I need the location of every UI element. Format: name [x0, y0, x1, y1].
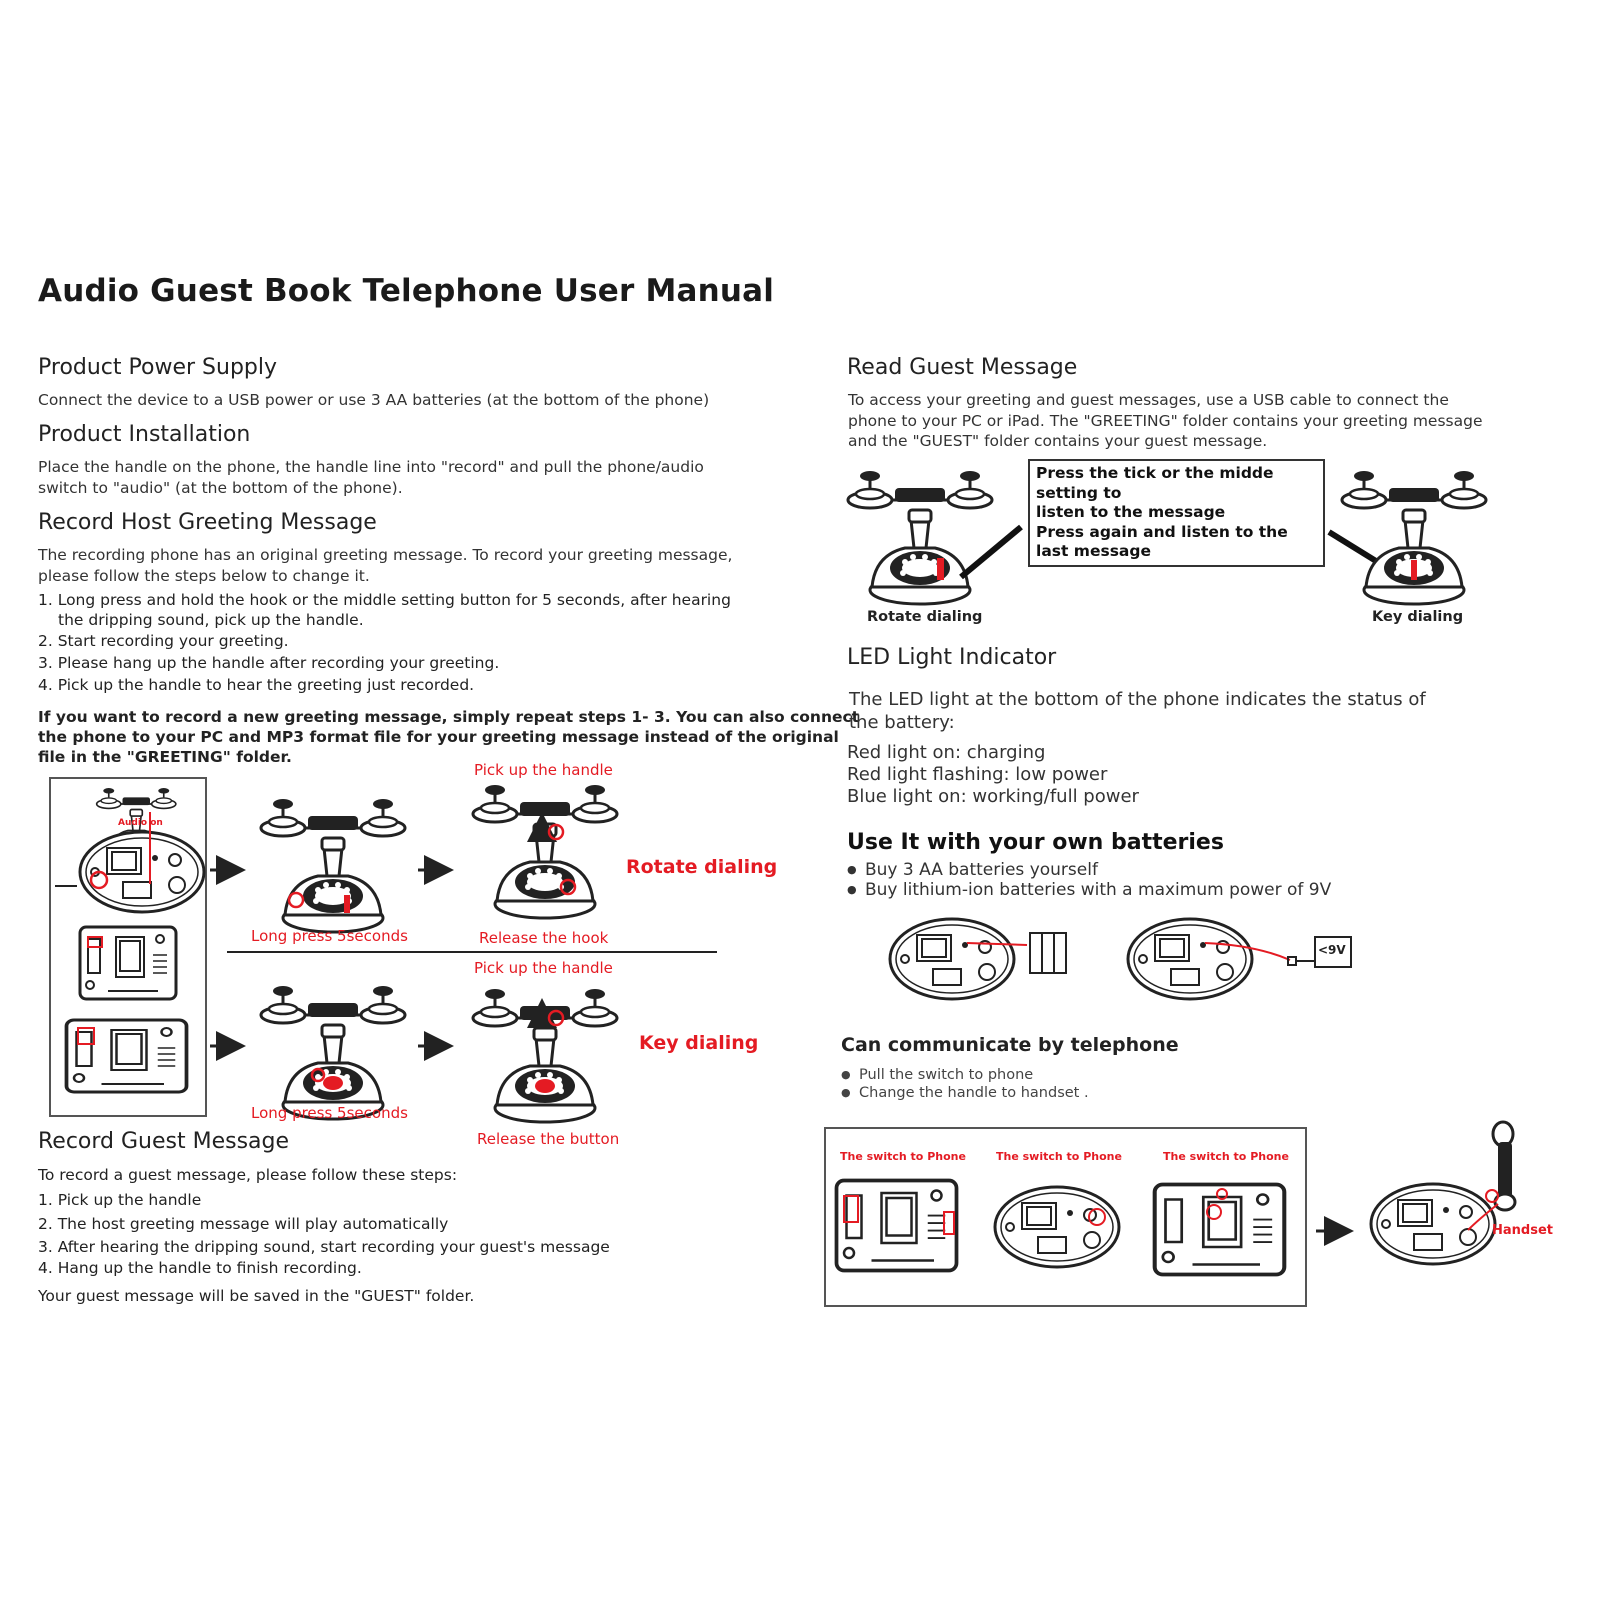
long-press-label-1: Long press 5seconds	[251, 927, 408, 945]
installation-line-2: switch to "audio" (at the bottom of the phone).	[38, 479, 403, 497]
batteries-item-1: ● Buy 3 AA batteries yourself	[847, 860, 1331, 880]
read-line-1: To access your greeting and guest messages, use a USB cable to connect the	[848, 391, 1449, 409]
host-step-4: 4. Pick up the handle to hear the greeting just recorded.	[38, 676, 475, 694]
telephone-item-2: ● Change the handle to handset .	[841, 1084, 1089, 1102]
arrow-1	[210, 862, 242, 878]
handset-label: Handset	[1492, 1223, 1553, 1238]
read-line-2: phone to your PC or iPad. The "GREETING" folder contains your greeting message	[848, 412, 1483, 430]
rotate-dialing-label: Rotate dialing	[626, 856, 778, 878]
batteries-heading: Use It with your own batteries	[847, 830, 1224, 855]
host-step-1a: 1. Long press and hold the hook or the middle setting button for 5 seconds, after hearing	[38, 591, 731, 609]
led-blue-on: Blue light on: working/full power	[847, 786, 1139, 807]
lithium-battery-diagram	[1125, 915, 1365, 1005]
phone-long-press-rotary	[258, 788, 408, 938]
guest-step-4: 4. Hang up the handle to finish recording.	[38, 1259, 362, 1277]
batteries-list	[847, 860, 1331, 900]
switch-label-2: The switch to Phone	[996, 1150, 1122, 1163]
installation-heading: Product Installation	[38, 422, 251, 447]
callout-line-3: Press again and listen to the last message	[1036, 522, 1288, 560]
pointer-left	[955, 525, 1035, 585]
switch-label-1: The switch to Phone	[840, 1150, 966, 1163]
phone-long-press-key	[258, 975, 408, 1125]
rect-bottom-view-2	[64, 1018, 192, 1098]
host-greeting-heading: Record Host Greeting Message	[38, 510, 377, 535]
diagram-divider	[227, 951, 717, 953]
switch-oval-view	[992, 1185, 1122, 1275]
key-dialing-caption: Key dialing	[1372, 609, 1464, 625]
rect-bottom-view-1	[78, 925, 178, 1005]
switch-rect-view-2	[1152, 1182, 1292, 1282]
read-heading: Read Guest Message	[847, 355, 1078, 380]
callout-line-2: listen to the message	[1036, 503, 1226, 521]
guest-heading: Record Guest Message	[38, 1129, 290, 1154]
switch-label-3: The switch to Phone	[1163, 1150, 1289, 1163]
listen-callout	[1028, 459, 1325, 567]
led-line-1: The LED light at the bottom of the phone indicates the status of	[849, 689, 1426, 710]
handset-diagram	[1368, 1120, 1548, 1280]
led-line-2: the battery:	[849, 712, 955, 733]
led-red-on: Red light on: charging	[847, 742, 1046, 763]
host-note-2: the phone to your PC and MP3 format file for your greeting message instead of the original	[38, 728, 839, 746]
host-step-2: 2. Start recording your greeting.	[38, 632, 289, 650]
release-hook-label: Release the hook	[479, 929, 609, 947]
page-title: Audio Guest Book Telephone User Manual	[38, 273, 775, 309]
telephone-list	[841, 1066, 1089, 1102]
guest-saved: Your guest message will be saved in the "GUEST" folder.	[38, 1287, 475, 1305]
telephone-item-1: ● Pull the switch to phone	[841, 1066, 1089, 1084]
arrow-to-handset	[1316, 1223, 1350, 1239]
host-step-1b: the dripping sound, pick up the handle.	[58, 611, 364, 629]
key-dialing-label: Key dialing	[639, 1032, 759, 1054]
host-step-3: 3. Please hang up the handle after recording your greeting.	[38, 654, 500, 672]
phone-release-button-key	[470, 980, 620, 1130]
rotate-dialing-caption: Rotate dialing	[867, 609, 983, 625]
read-key-phone	[1339, 460, 1489, 610]
audio-switch-bottom-view	[55, 782, 195, 922]
aa-battery-diagram	[887, 915, 1087, 1005]
guest-intro: To record a guest message, please follow these steps:	[38, 1166, 458, 1184]
host-note-1: If you want to record a new greeting message, simply repeat steps 1- 3. You can also connect	[38, 708, 860, 726]
arrow-2	[418, 862, 450, 878]
switch-rect-view-1	[834, 1178, 964, 1278]
pick-up-label-1: Pick up the handle	[474, 761, 613, 779]
batteries-item-2: ● Buy lithium-ion batteries with a maximum power of 9V	[847, 880, 1331, 900]
host-note-3: file in the "GREETING" folder.	[38, 748, 292, 766]
power-text: Connect the device to a USB power or use 3 AA batteries (at the bottom of the phone)	[38, 391, 710, 409]
guest-step-3: 3. After hearing the dripping sound, start recording your guest's message	[38, 1238, 610, 1256]
guest-step-1: 1. Pick up the handle	[38, 1191, 202, 1209]
installation-line-1: Place the handle on the phone, the handle line into "record" and pull the phone/audio	[38, 458, 704, 476]
audio-on-label: Audio on	[118, 818, 163, 828]
read-line-3: and the "GUEST" folder contains your guest message.	[848, 432, 1268, 450]
lithium-label: <9V	[1318, 943, 1346, 957]
phone-release-hook-rotary	[470, 782, 620, 932]
power-heading: Product Power Supply	[38, 355, 278, 380]
guest-step-2: 2. The host greeting message will play automatically	[38, 1215, 449, 1233]
host-greeting-intro-1: The recording phone has an original greeting message. To record your greeting message,	[38, 546, 733, 564]
long-press-label-2: Long press 5seconds	[251, 1104, 408, 1122]
led-red-flash: Red light flashing: low power	[847, 764, 1108, 785]
telephone-heading: Can communicate by telephone	[841, 1034, 1179, 1056]
host-greeting-intro-2: please follow the steps below to change it.	[38, 567, 370, 585]
arrow-4	[418, 1038, 450, 1054]
release-button-label: Release the button	[477, 1130, 620, 1148]
arrow-3	[210, 1038, 242, 1054]
callout-line-1: Press the tick or the midde setting to	[1036, 464, 1274, 502]
led-heading: LED Light Indicator	[847, 645, 1057, 670]
pick-up-label-2: Pick up the handle	[474, 959, 613, 977]
